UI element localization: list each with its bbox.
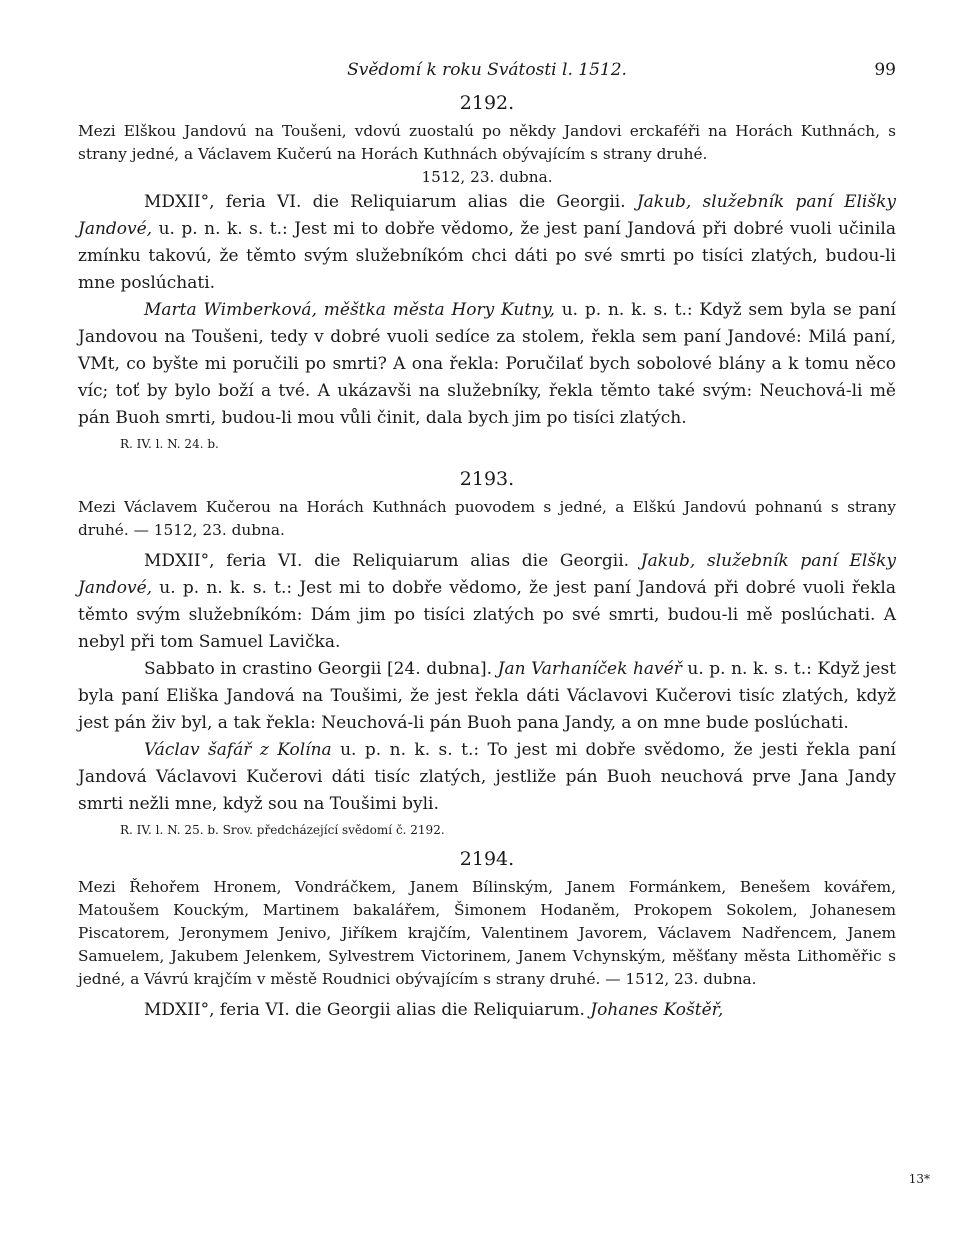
paragraph-text: u. p. n. k. s. t.: Když jest byla paní Eliška Jandová na Toušimi, že jest řekla dáti Václavovi Kučerovi tisíc zlatých, když jest pán živ byl, a tak řekla: Neuchová-li pán Buoh pana Jandy, a on mne bude poslúchati. <box>78 659 896 733</box>
witness-name: Johanes Koštěř, <box>590 1000 724 1020</box>
entry-number: 2192. <box>459 92 515 114</box>
testimony-paragraph <box>78 997 896 1024</box>
paragraph-text: u. p. n. k. s. t.: Když sem byla se paní Jandovou na Toušeni, tedy v dobré vuoli sedíce za stolem, řekla sem paní Jandové: Milá paní, VMt, co byšte mi poručili po smrti? A ona řekla: Poručilať bych sobolové blány a k tomu něco víc; toť by bylo boží a tvé. A ukázavši na služebníky, řekla těmto také svým: Neuchová-li mě pán Buoh smrti, budou-li mou vůli činit, dala bych jim po tisíci zlatých. <box>78 300 896 428</box>
entry-2194 <box>78 848 896 1024</box>
witness-name: Jan Varhaníček havéř <box>497 659 682 679</box>
testimony-paragraph <box>78 548 896 656</box>
paragraph-text: u. p. n. k. s. t.: Jest mi to dobře vědomo, že jest paní Jandová při dobré vuoli učinila zmínku takovú, že těmto svým služebníkóm chci dáti po své smrti po tisíci zlatých, budou-li mne poslúchati. <box>78 219 896 293</box>
archival-signature: R. IV. l. N. 24. b. <box>120 437 219 451</box>
entry-number: 2193. <box>459 468 515 490</box>
entry-regest-date: 1512, 23. dubna. <box>421 168 553 186</box>
paragraph-text: u. p. n. k. s. t.: To jest mi dobře svědomo, že jesti řekla paní Jandová Václavovi Kučerovi dáti tisíc zlatých, jestliže pán Buoh neuchová prve Jana Jandy smrti nežli mne, když sou na Toušimi byli. <box>78 740 896 814</box>
entry-2192 <box>78 92 896 454</box>
witness-name: Jakub, služebník paní Elšky Jandové, <box>78 551 896 598</box>
regest-text: Mezi Elškou Jandovú na Toušeni, vdovú zuostalú po někdy Jandovi erckaféři na Horách Kuthnách, s strany jedné, a Václavem Kučerú na Horách Kuthnách obývajícím s strany druhé. <box>78 122 896 163</box>
catchword: 13* <box>908 1172 930 1186</box>
entry-number: 2194. <box>459 848 515 870</box>
paragraph-lead: MDXII°, feria VI. die Reliquiarum alias die Georgii. <box>144 551 641 571</box>
document-page <box>78 60 896 1024</box>
paragraph-lead: Sabbato in crastino Georgii [24. dubna]. <box>144 659 498 679</box>
entry-2193 <box>78 468 896 840</box>
testimony-paragraph <box>78 737 896 818</box>
testimony-paragraph <box>78 189 896 297</box>
entry-regest <box>78 120 896 166</box>
running-head <box>78 60 896 90</box>
witness-name: Jakub, služebník paní Elišky Jandové, <box>78 192 896 239</box>
page-number: 99 <box>874 60 896 80</box>
paragraph-lead: MDXII°, feria VI. die Reliquiarum alias die Georgii. <box>144 192 637 212</box>
paragraph-lead: MDXII°, feria VI. die Georgii alias die Reliquiarum. <box>144 1000 591 1020</box>
witness-name: Václav šafář z Kolína <box>144 740 332 760</box>
witness-name: Marta Wimberková, měštka města Hory Kutny, <box>144 300 555 320</box>
testimony-paragraph <box>78 297 896 432</box>
entry-regest: Mezi Václavem Kučerou na Horách Kuthnách puovodem s jedné, a Elškú Jandovú pohnanú s strany druhé. — 1512, 23. dubna. <box>78 498 896 539</box>
paragraph-text: u. p. n. k. s. t.: Jest mi to dobře vědomo, že jest paní Jandová při dobré vuoli řekla těmto svým služebníkóm: Dám jim po tisíci zlatých po své smrti, budou-li mě poslúchati. A nebyl při tom Samuel Lavička. <box>78 578 896 652</box>
archival-signature: R. IV. l. N. 25. b. Srov. předcházející svědomí č. 2192. <box>120 823 445 837</box>
testimony-paragraph <box>78 656 896 737</box>
running-title: Svědomí k roku Svátosti l. 1512. <box>347 60 627 80</box>
entry-regest: Mezi Řehořem Hronem, Vondráčkem, Janem Bílinským, Janem Formánkem, Benešem kovářem, Matoušem Kouckým, Martinem bakalářem, Šimonem Hodaněm, Prokopem Sokolem, Johanesem Piscatorem, Jeronymem Jenivo, Jiříkem krajčím, Valentinem Javorem, Václavem Nadřencem, Janem Samuelem, Jakubem Jelenkem, Sylvestrem Victorinem, Janem Vchynským, měšťany města Lithoměřic s jedné, a Vávrú krajčím v městě Roudnici obývajícím s strany druhé. — 1512, 23. dubna. <box>78 878 896 988</box>
